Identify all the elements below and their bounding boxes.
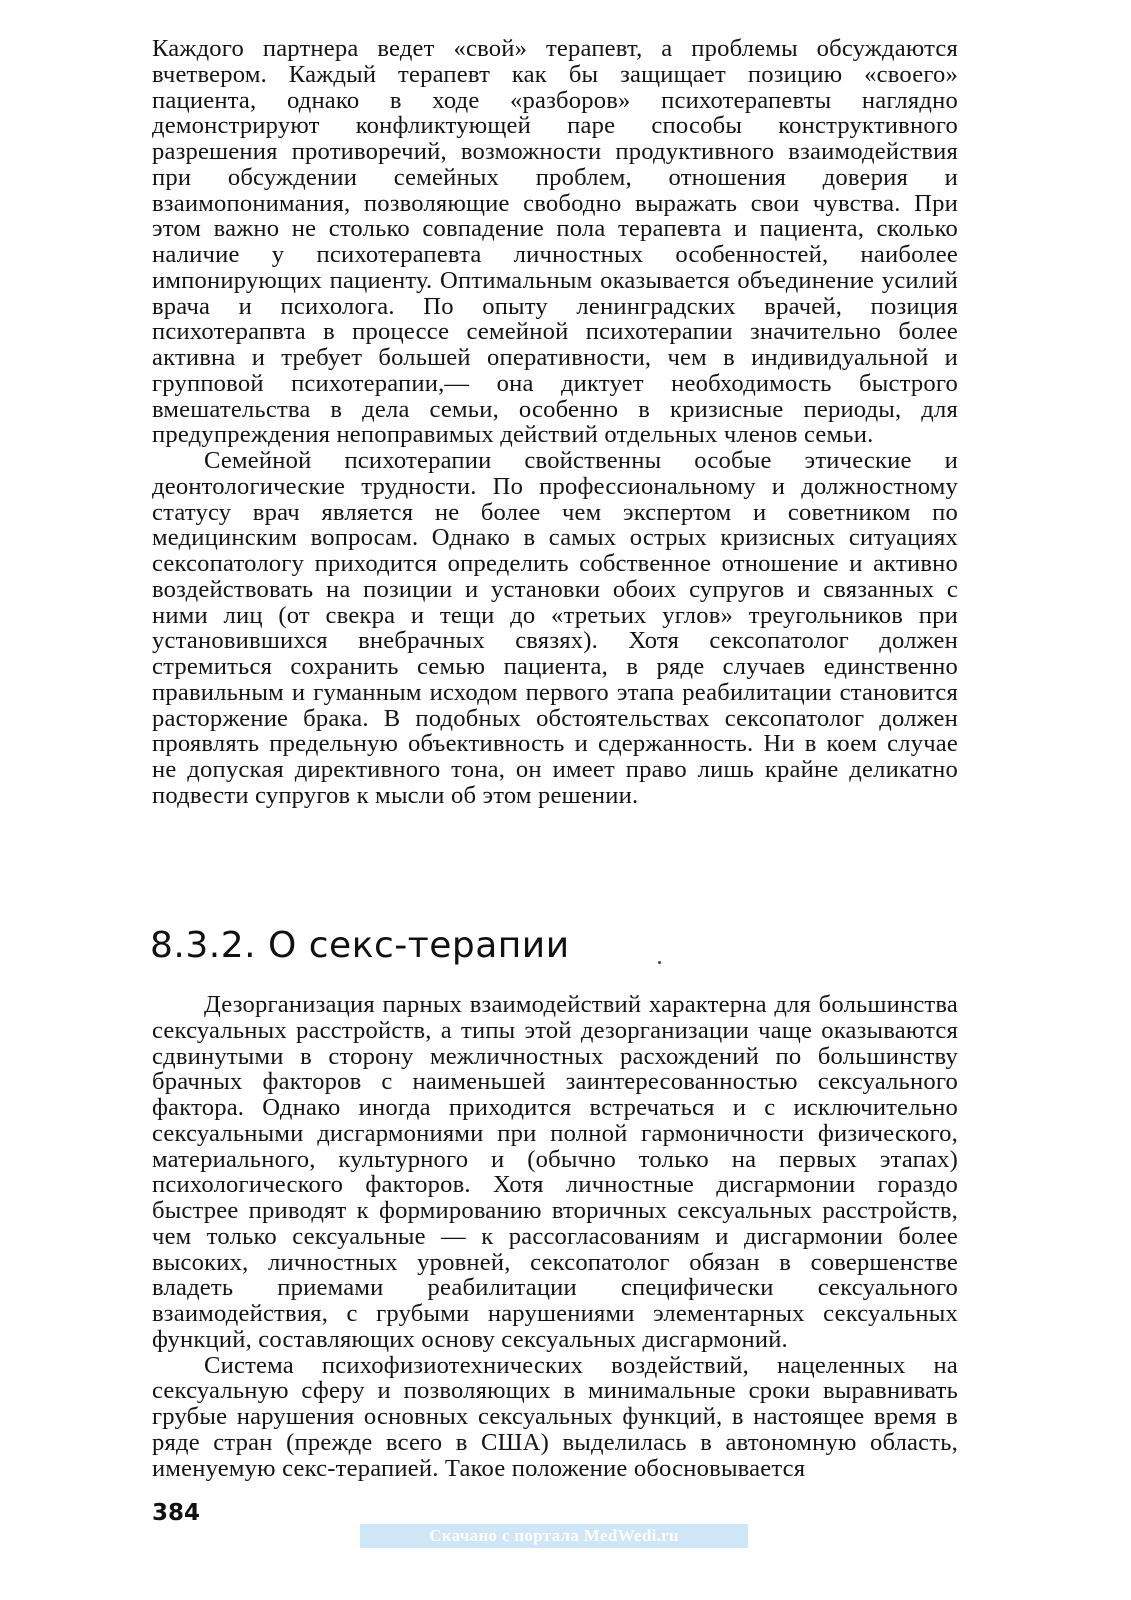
paragraph-continuation: Каждого партнера ведет «свой» терапевт, а проблемы обсуждаются вчетвером. Каждый терапевт как бы защищает позицию «своего» пациента, однако в ходе «разборов» психотерапевты наглядно демонстрируют конфликтующей паре способы конструктивного разрешения противоречий, возможности продуктивного взаимодействия при обсуждении семейных проблем, отношения доверия и взаимопонимания, позволяющие свободно выражать свои чувства. При этом важно не столько совпадение пола терапевта и пациента, сколько наличие у психотерапевта личностных особенностей, наиболее импонирующих пациенту. Оптимальным оказывается объединение усилий врача и психолога. По опыту ленинградских врачей, позиция психотерапвта в процессе семейной психотерапии значительно более активна и требует большей оперативности, чем в индивидуальной и групповой психотерапии,— она диктует необходимость быстрого вмешательства в дела семьи, особенно в кризисные периоды, для предупреждения непоправимых действий отдельных членов семьи. — [152, 35, 958, 449]
paragraph-ethics: Семейной психотерапии свойственны особые этические и деонтологические трудности. По профессиональному и должностному статусу врач является не более чем экспертом и советником по медицинским вопросам. Однако в самых острых кризисных ситуациях сексопатологу приходится определить собственное отношение и активно воздействовать на позиции и установки обоих супругов и связанных с ними лиц (от свекра и тещи до «третьих углов» треугольников при установившихся внебрачных связях). Хотя сексопатолог должен стремиться сохранить семью пациента, в ряде случаев единственно правильным и гуманным исходом первого этапа реабилитации становится расторжение брака. В подобных обстоятельствах сексопатолог должен проявлять предельную объективность и сдержанность. Ни в коем случае не допуская директивного тона, он имеет право лишь крайне деликатно подвести супругов к мысли об этом решении. — [152, 447, 958, 809]
top-text-block — [152, 36, 958, 809]
page-number: 384 — [152, 1500, 201, 1526]
paragraph-sex-therapy: Система психофизиотехнических воздействий, нацеленных на сексуальную сферу и позволяющих в минимальные сроки выравнивать грубые нарушения основных сексуальных функций, в настоящее время в ряде стран (прежде всего в США) выделилась в автономную область, именуемую секс-терапией. Такое положение обосновывается — [152, 1351, 958, 1482]
scan-speck — [658, 961, 661, 964]
paragraph-disorganization: Дезорганизация парных взаимодействий характерна для большинства сексуальных расстройств, а типы этой дезорганизации чаще оказываются сдвинутыми в сторону межличностных расхождений по большинству брачных факторов с наименьшей заинтересованностью сексуального фактора. Однако иногда приходится встречаться и с исключительно сексуальными дисгармониями при полной гармоничности физического, материального, культурного и (обычно только на первых этапах) психологического факторов. Хотя личностные дисгармонии гораздо быстрее приводят к формированию вторичных сексуальных расстройств, чем только сексуальные — к рассогласованиям и дисгармонии более высоких, личностных уровней, сексопатолог обязан в совершенстве владеть приемами реабилитации специфически сексуального взаимодействия, с грубыми нарушениями элементарных сексуальных функций, составляющих основу сексуальных дисгармоний. — [152, 991, 958, 1353]
section-heading: 8.3.2. О секс-терапии — [150, 925, 570, 966]
section-text-block — [152, 992, 958, 1481]
download-watermark: Скачано с портала MedWedi.ru — [360, 1524, 748, 1548]
